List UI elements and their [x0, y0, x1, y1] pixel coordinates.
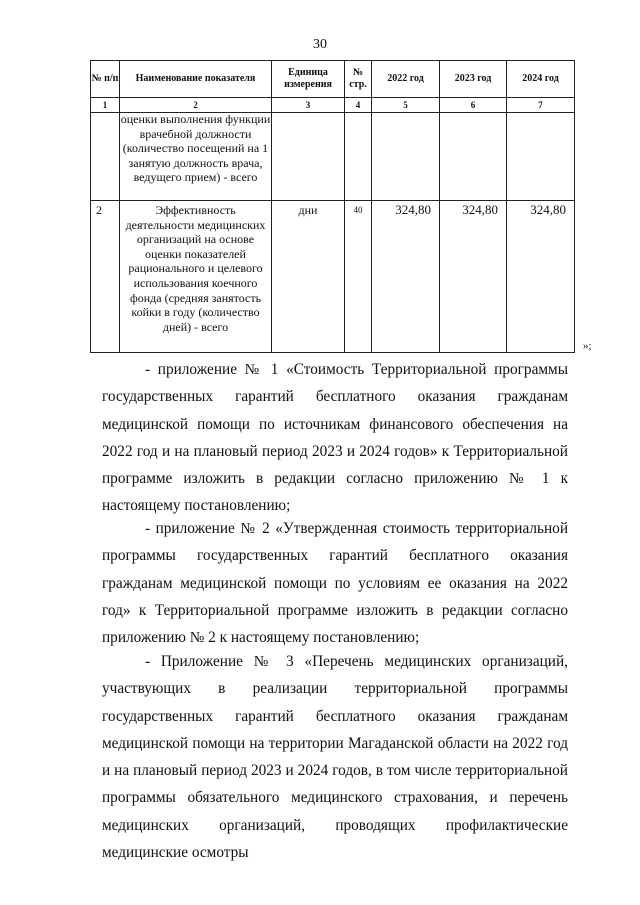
- line-number-cell: [345, 113, 372, 201]
- header-cell: 2022 год: [372, 61, 440, 98]
- index-cell: 5: [372, 98, 440, 113]
- header-cell: 2023 год: [440, 61, 507, 98]
- value-2022-cell: [372, 113, 440, 201]
- value-2024-cell: 324,80: [507, 201, 575, 353]
- indicators-table: [90, 60, 575, 353]
- table-row: [91, 113, 575, 201]
- indicator-name: Эффективность деятельности медицинских организаций на основе оценки показателей рационального и целевого использования коечного фонда (средняя занятость койки в году (количество дней) - всего: [125, 203, 266, 334]
- index-cell: 1: [91, 98, 120, 113]
- index-cell: 6: [440, 98, 507, 113]
- page-number: 30: [313, 37, 327, 52]
- paragraph-text: - приложение № 2 «Утвержденная стоимость территориальной программы государственных гарантий бесплатного оказания гражданам медицинской помощи по условиям ее оказания на 2022 год» к Территориальной программе изложить в редакции согласно приложению № 2 к настоящему постановлению;: [102, 520, 568, 647]
- unit-cell: [272, 113, 345, 201]
- header-cell: Единица измерения: [272, 61, 345, 98]
- index-cell: 3: [272, 98, 345, 113]
- row-number: [91, 113, 120, 201]
- value-2023-cell: [440, 113, 507, 201]
- unit-cell: дни: [272, 201, 345, 353]
- value-2023-cell: 324,80: [440, 201, 507, 353]
- paragraph-appendix-2: [102, 515, 568, 651]
- indicator-name-cell: [120, 113, 272, 201]
- header-cell: 2024 год: [507, 61, 575, 98]
- line-number-cell: 40: [345, 201, 372, 353]
- index-cell: 7: [507, 98, 575, 113]
- index-cell: 2: [120, 98, 272, 113]
- paragraph-appendix-3: [102, 648, 568, 866]
- row-number: 2: [91, 201, 120, 353]
- paragraph-appendix-1: [102, 356, 568, 520]
- paragraph-text: - приложение № 1 «Стоимость Территориальной программы государственных гарантий бесплатного оказания гражданам медицинской помощи по источникам финансового обеспечения на 2022 год и на плановый период 2023 и 2024 годов» к Территориальной программе изложить в редакции согласно приложению № 1 к настоящему постановлению;: [102, 361, 568, 515]
- value-2022-cell: 324,80: [372, 201, 440, 353]
- header-cell: № стр.: [345, 61, 372, 98]
- table-header-row: [91, 61, 575, 98]
- value-2024-cell: [507, 113, 575, 201]
- index-cell: 4: [345, 98, 372, 113]
- header-cell: Наименование показателя: [120, 61, 272, 98]
- paragraph-text: - Приложение № 3 «Перечень медицинских организаций, участвующих в реализации территориальной программы государственных гарантий бесплатного оказания гражданам медицинской помощи на территории Магаданской области на 2022 год и на плановый период 2023 и 2024 годов, в том числе территориальной программы обязательного медицинского страхования, и перечень медицинских организаций, проводящих профилактические медицинские осмотры: [102, 653, 568, 862]
- table-row: [91, 201, 575, 353]
- indicator-name: оценки выполнения функции врачебной должности (количество посещений на 1 занятую должность врача, ведущего прием) - всего: [120, 112, 271, 185]
- header-cell: № п/п: [91, 61, 120, 98]
- indicator-name-cell: [120, 201, 272, 353]
- table-closing-mark: »;: [583, 340, 592, 352]
- table-index-row: [91, 98, 575, 113]
